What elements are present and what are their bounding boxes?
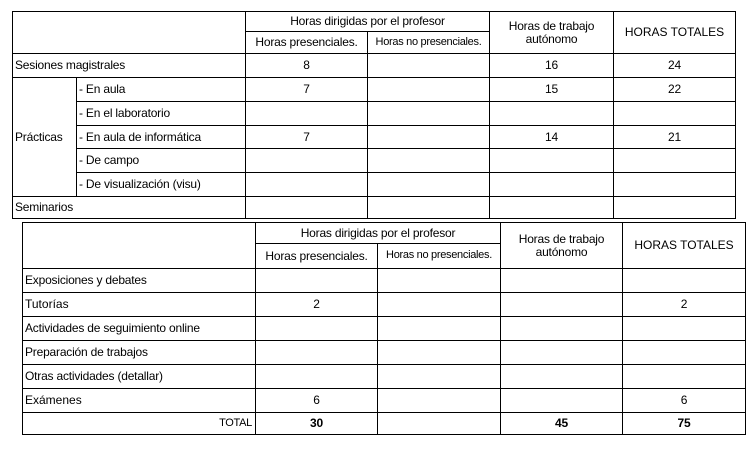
cell-presenciales: [256, 269, 378, 293]
table-row: [23, 269, 746, 293]
cell-no-presenciales: [368, 54, 490, 78]
cell-autonomo: [501, 269, 623, 293]
row-label: Exposiciones y debates: [23, 269, 256, 293]
row-label: Actividades de seguimiento online: [23, 317, 256, 341]
cell-totales: [623, 365, 746, 389]
cell-autonomo: [501, 365, 623, 389]
cell-no-presenciales: [378, 365, 501, 389]
cell-no-presenciales: [368, 102, 490, 126]
cell-presenciales: [246, 197, 368, 219]
header-no-presenciales-cell: Horas no presenciales.: [378, 244, 501, 269]
header-autonomo-cell: Horas de trabajo autónomo: [501, 223, 623, 269]
cell-totales: [614, 149, 736, 173]
cell-autonomo: [490, 149, 614, 173]
total-no-presenciales: [378, 413, 501, 435]
table-header-row: [13, 12, 736, 32]
table-row: [13, 197, 736, 219]
row-label: Preparación de trabajos: [23, 341, 256, 365]
row-label: Otras actividades (detallar): [23, 365, 256, 389]
cell-presenciales: 6: [256, 389, 378, 413]
row-label: - En aula: [77, 78, 246, 102]
cell-autonomo: [490, 197, 614, 219]
cell-totales: [614, 197, 736, 219]
cell-no-presenciales: [378, 341, 501, 365]
cell-no-presenciales: [368, 173, 490, 197]
cell-no-presenciales: [378, 269, 501, 293]
table-row: [13, 78, 736, 102]
cell-no-presenciales: [378, 389, 501, 413]
cell-totales: [623, 317, 746, 341]
hours-table-top: [12, 11, 736, 219]
total-presenciales: 30: [256, 413, 378, 435]
cell-presenciales: [246, 102, 368, 126]
cell-no-presenciales: [368, 126, 490, 149]
table-row: [23, 317, 746, 341]
table-row: [23, 365, 746, 389]
cell-no-presenciales: [368, 197, 490, 219]
header-group-cell: Horas dirigidas por el profesor: [256, 223, 501, 244]
header-no-presenciales-cell: Horas no presenciales.: [368, 32, 490, 54]
header-presenciales-cell: Horas presenciales.: [246, 32, 368, 54]
header-presenciales-cell: Horas presenciales.: [256, 244, 378, 269]
cell-autonomo: [501, 389, 623, 413]
total-totales: 75: [623, 413, 746, 435]
table-row: [23, 389, 746, 413]
cell-totales: 22: [614, 78, 736, 102]
cell-autonomo: [501, 317, 623, 341]
cell-totales: 21: [614, 126, 736, 149]
row-label: Sesiones magistrales: [13, 54, 246, 78]
cell-presenciales: [256, 341, 378, 365]
table-row: [23, 341, 746, 365]
row-label: - En el laboratorio: [77, 102, 246, 126]
total-label: TOTAL: [23, 413, 256, 435]
cell-presenciales: [256, 365, 378, 389]
cell-presenciales: 8: [246, 54, 368, 78]
cell-totales: 2: [623, 293, 746, 317]
row-label: - De visualización (visu): [77, 173, 246, 197]
cell-autonomo: [501, 341, 623, 365]
cell-totales: [614, 173, 736, 197]
cell-totales: 6: [623, 389, 746, 413]
row-label: Tutorías: [23, 293, 256, 317]
cell-presenciales: [246, 173, 368, 197]
cell-no-presenciales: [378, 317, 501, 341]
cell-totales: [614, 102, 736, 126]
cell-presenciales: 7: [246, 126, 368, 149]
table-row: [13, 102, 736, 126]
cell-no-presenciales: [378, 293, 501, 317]
table-row: [13, 126, 736, 149]
cell-autonomo: 15: [490, 78, 614, 102]
cell-presenciales: 7: [246, 78, 368, 102]
table-header-row: [23, 223, 746, 244]
cell-presenciales: 2: [256, 293, 378, 317]
row-label: - En aula de informática: [77, 126, 246, 149]
table-row: [13, 149, 736, 173]
cell-autonomo: [490, 173, 614, 197]
total-autonomo: 45: [501, 413, 623, 435]
table-row: [23, 293, 746, 317]
cell-totales: [623, 341, 746, 365]
cell-no-presenciales: [368, 149, 490, 173]
practicas-label: Prácticas: [13, 78, 77, 197]
header-autonomo-cell: Horas de trabajo autónomo: [490, 12, 614, 54]
cell-presenciales: [246, 149, 368, 173]
header-totales-cell: HORAS TOTALES: [614, 12, 736, 54]
cell-totales: [623, 269, 746, 293]
header-blank-cell: [13, 12, 246, 54]
hours-table-bottom: [22, 222, 746, 435]
total-row: [23, 413, 746, 435]
header-blank-cell: [23, 223, 256, 269]
cell-presenciales: [256, 317, 378, 341]
row-label: Exámenes: [23, 389, 256, 413]
cell-no-presenciales: [368, 78, 490, 102]
cell-totales: 24: [614, 54, 736, 78]
table-row: [13, 54, 736, 78]
row-label: - De campo: [77, 149, 246, 173]
cell-autonomo: 14: [490, 126, 614, 149]
header-group-cell: Horas dirigidas por el profesor: [246, 12, 490, 32]
cell-autonomo: 16: [490, 54, 614, 78]
row-label: Seminarios: [13, 197, 246, 219]
cell-autonomo: [490, 102, 614, 126]
header-totales-cell: HORAS TOTALES: [623, 223, 746, 269]
table-row: [13, 173, 736, 197]
cell-autonomo: [501, 293, 623, 317]
